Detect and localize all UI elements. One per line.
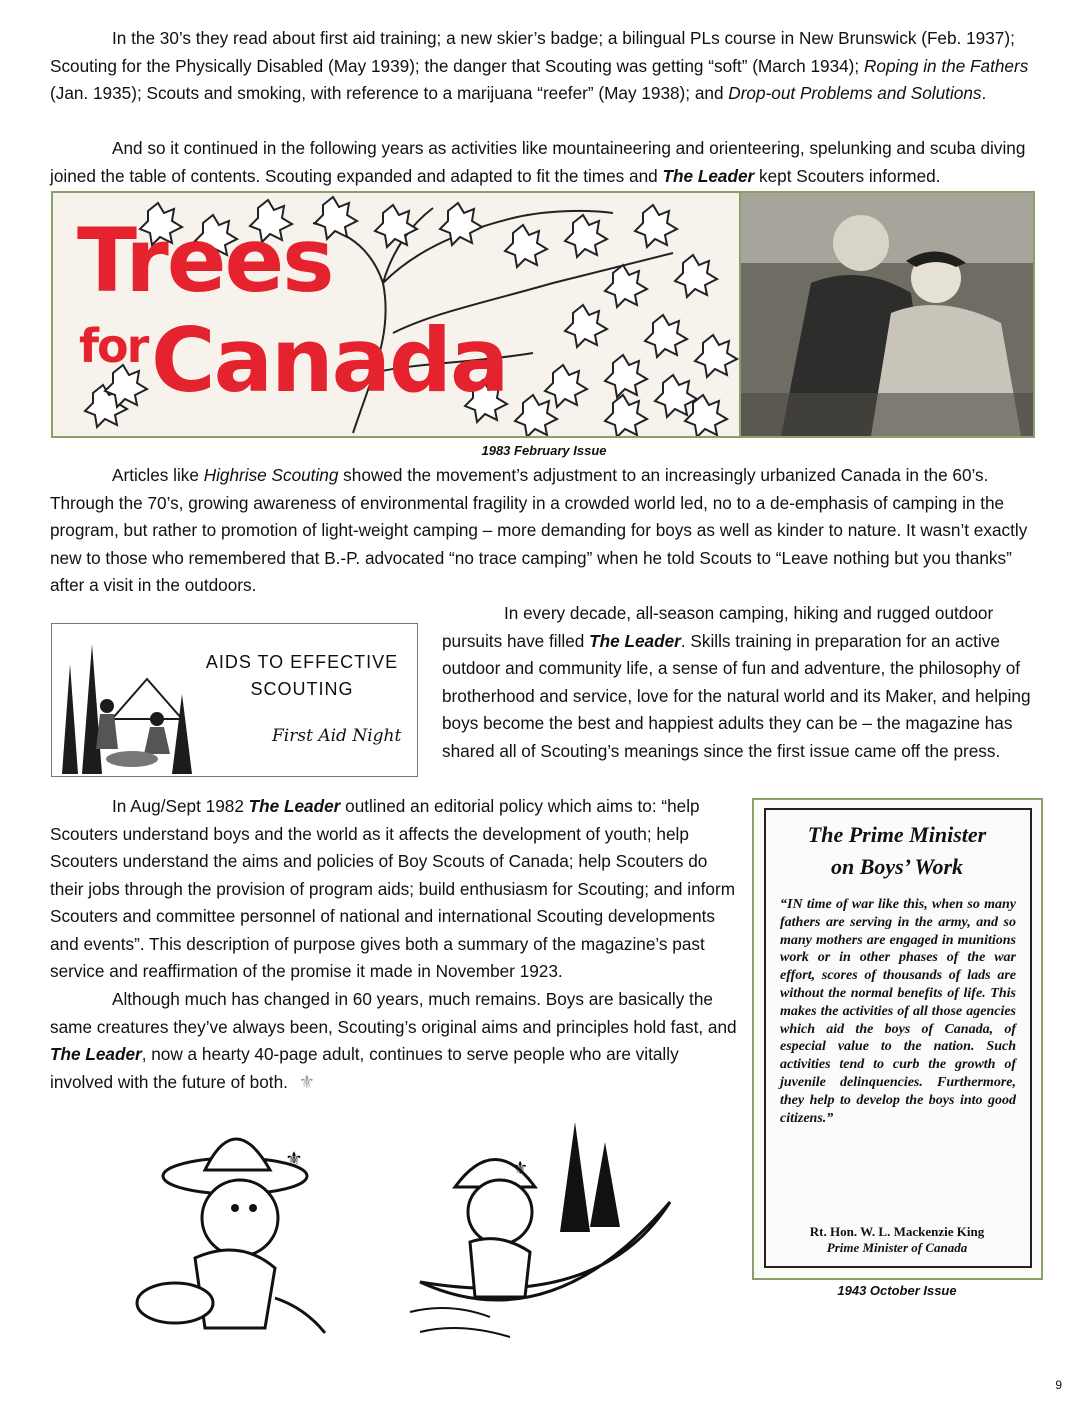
- clipping-title-line1: The Prime Minister: [807, 822, 987, 847]
- cartoon-scout-in-canoe: [400, 1112, 690, 1352]
- page-number: 9: [1055, 1378, 1062, 1392]
- fleur-de-lis-icon: ⚜: [298, 1071, 315, 1092]
- banner-caption: 1983 February Issue: [481, 443, 607, 458]
- banner-trees-word: Trees: [77, 209, 333, 312]
- aids-to-effective-scouting-image: [51, 623, 418, 777]
- paragraph-following-years: And so it continued in the following years as activities like mountaineering and orienteering, spelunking and scuba diving joined the table of contents. Scouting expanded and adapted to fit the times and The Leader kept Scouters informed.: [50, 138, 1026, 186]
- paragraph-every-decade: In every decade, all-season camping, hiking and rugged outdoor pursuits have filled The Leader. Skills training in preparation for an active outdoor and community life, a sense of fun and adventure, the philosophy of brotherhood and service, love for the natural world and its Maker, and helping boys become the best and happiest adults they can be – the magazine has shared all of Scouting’s meanings since the first issue came off the press.: [442, 603, 1031, 761]
- clipping-signature-name: Rt. Hon. W. L. Mackenzie King: [809, 1224, 985, 1239]
- paragraph-editorial-policy: In Aug/Sept 1982 The Leader outlined an editorial policy which aims to: “help Scouters understand boys and the world as it affects the development of youth; help Scouters understand the aims and policies of Boy Scouts of Canada; help Scouters do their jobs through the provision of program aids; build enthusiasm for Scouting; and inform Scouters and committee personnel of national and international Scouting developments and events”. This description of purpose gives both a summary of the magazine’s past service and reaffirmation of the promise it made in November 1923.: [50, 796, 736, 981]
- clipping-caption: 1943 October Issue: [837, 1283, 957, 1298]
- paragraph-highrise: Articles like Highrise Scouting showed the movement’s adjustment to an increasingly urbanized Canada in the 60’s. Through the 70’s, growing awareness of environmental fragility in a crowded world led, no to a de-emphasis of camping in the program, but rather to promotion of light-weight camping – more demanding for boys as well as kinder to nature. It wasn’t exactly new to those who remembered that B.-P. advocated “no trace camping” when he told Scouts to “Leave nothing but you thanks” after a visit in the outdoors.: [50, 465, 1028, 595]
- svg-text:⚜: ⚜: [512, 1158, 529, 1178]
- first-aid-scene-illustration: [52, 624, 202, 776]
- aids-title-line2: SCOUTING: [250, 679, 354, 699]
- prime-minister-clipping: [752, 798, 1043, 1280]
- clipping-title-line2: on Boys’ Work: [830, 854, 964, 879]
- banner-for-word: for: [79, 319, 148, 373]
- clipping-quote: “IN time of war like this, when so many fathers are serving in the army, and so many mothers are engaged in munitions work or in other phases of the war effort, scores of thousands of lads are without the normal benefits of life. This makes the activities of all those agencies which aid the boys of Canada, of especial value to the nation. Such activities tend to curb the growth of juvenile delinquencies. Furthermore, they help to develop the boys into good citizens.”: [780, 897, 1016, 1126]
- trees-for-canada-banner: [51, 191, 741, 438]
- aids-script-subtitle: First Aid Night: [272, 726, 402, 746]
- scouts-planting-photo: [739, 191, 1035, 438]
- cartoon-scout-with-rabbit: [135, 1108, 335, 1348]
- paragraph-much-remains: Although much has changed in 60 years, much remains. Boys are basically the same creatures they’ve always been, Scouting’s original aims and principles hold fast, and The Leader, now a hearty 40-page adult, continues to serve people who are vitally involved with the future of both. ⚜: [50, 989, 737, 1092]
- scouts-photo-illustration: [741, 193, 1033, 436]
- aids-title-line1: AIDS TO EFFECTIVE: [205, 652, 399, 672]
- svg-text:⚜: ⚜: [285, 1149, 303, 1171]
- clipping-signature-title: Prime Minister of Canada: [826, 1240, 968, 1255]
- paragraph-30s: In the 30’s they read about first aid training; a new skier’s badge; a bilingual PLs course in New Brunswick (Feb. 1937); Scouting for the Physically Disabled (May 1939); the danger that Scouting was getting “soft” (March 1934); Roping in the Fathers (Jan. 1935); Scouts and smoking, with reference to a marijuana “reefer” (May 1938); and Drop-out Problems and Solutions.: [50, 28, 1029, 103]
- banner-canada-word: Canada: [151, 309, 508, 412]
